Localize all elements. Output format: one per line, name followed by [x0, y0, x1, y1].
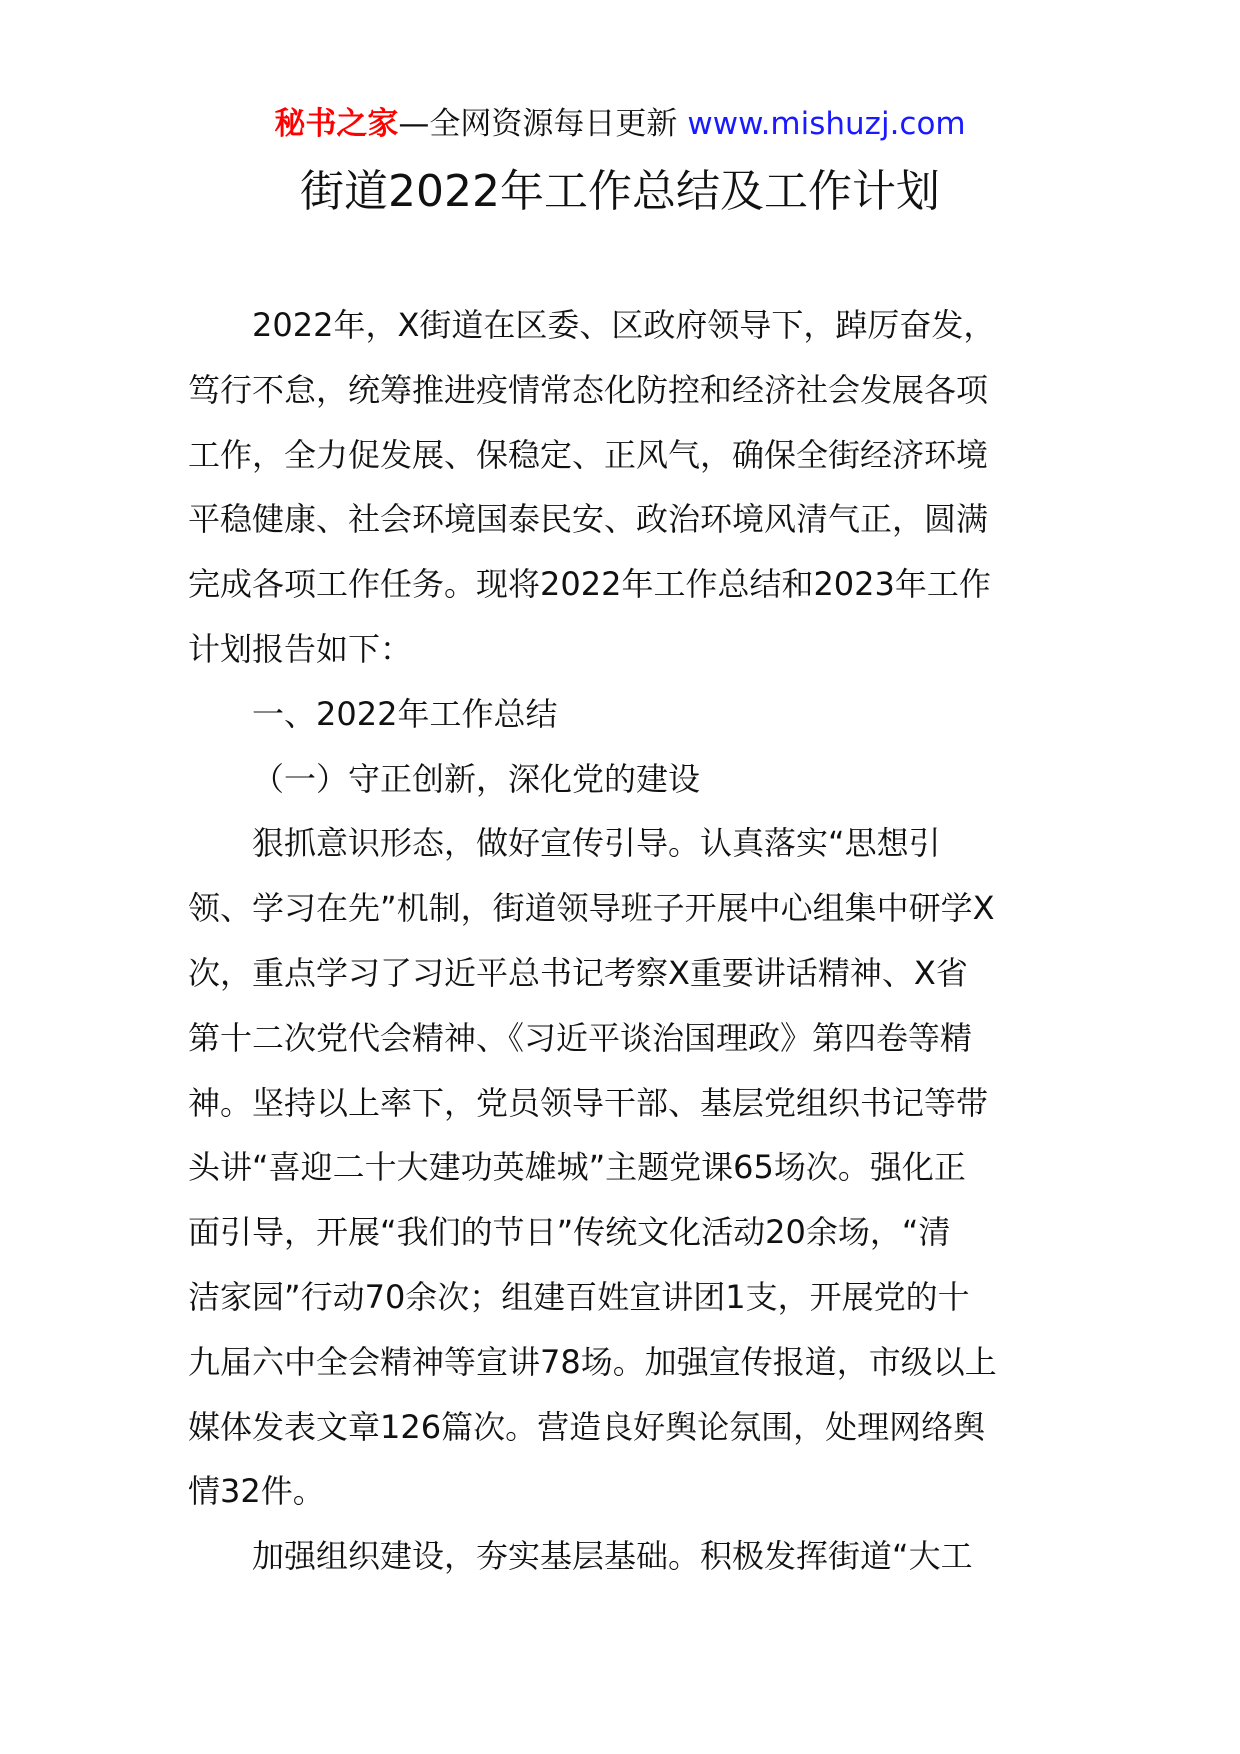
brand-name: 秘书之家 [274, 106, 399, 142]
body-paragraph-ideology: 狠抓意识形态，做好宣传引导。认真落实“思想引 领、学习在先”机制，街道领导班子开展中心组集中研学X 次，重点学习了习近平总书记考察X重要讲话精神、X省 第十二次党代会精神、《习近平谈治国理政》第四卷等精 神。坚持以上率下，党员领导干部、基层党组织书记等带 头讲“喜迎二十大建功英雄城”主题党课65场次。强化正 面引导，开展“我们的节日”传统文化活动20余场，“清 洁家园”行动70余次；组建百姓宣讲团1支，开展党的十 九届六中全会精神等宣讲78场。加强宣传报道，市级以上 媒体发表文章126篇次。营造良好舆论氛围，处理网络舆 情32件。 [188, 824, 997, 1511]
section-heading: 一、2022年工作总结 [252, 694, 558, 733]
banner-tagline: —全网资源每日更新 [398, 106, 678, 142]
body-paragraph-organization: 加强组织建设，夯实基层基础。积极发挥街道“大工 [252, 1537, 973, 1576]
document-body [188, 293, 1056, 1589]
subsection-heading: （一）守正创新，深化党的建设 [252, 759, 701, 798]
site-banner [0, 102, 1240, 146]
site-url-link[interactable]: www.mishuzj.com [687, 106, 966, 142]
document-title: 街道2022年工作总结及工作计划 [300, 166, 940, 217]
intro-paragraph: 2022年，X街道在区委、区政府领导下，踔厉奋发， 笃行不怠，统筹推进疫情常态化防控和经济社会发展各项 工作，全力促发展、保稳定、正风气，确保全街经济环境 平稳健康、社会环境国泰民安、政治环境风清气正，圆满 完成各项工作任务。现将2022年工作总结和2023年工作 计划报告如下： [188, 306, 996, 668]
